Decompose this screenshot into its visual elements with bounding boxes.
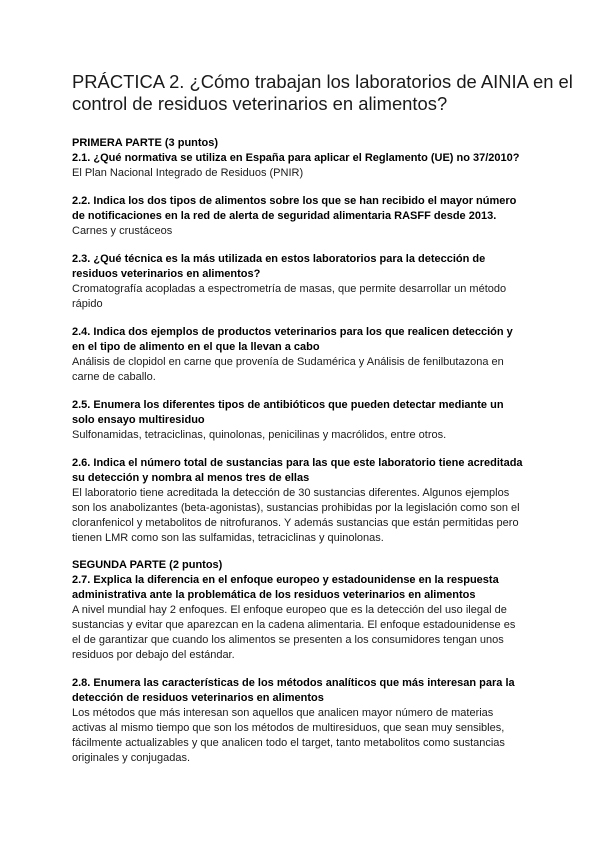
part1-heading: PRIMERA PARTE (3 puntos) (72, 137, 219, 149)
question-block-2-4 (72, 325, 542, 385)
question-2-4: 2.4. Indica dos ejemplos de productos veterinarios para los que realicen detección y (72, 326, 513, 338)
answer-2-4: Análisis de clopidol en carne que provenía de Sudamérica y Análisis de fenilbutazona en (72, 356, 504, 368)
question-2-2: 2.2. Indica los dos tipos de alimentos sobre los que se han recibido el mayor número (72, 195, 517, 207)
question-2-7: administrativa ante la problemática de los residuos veterinarios en alimentos (72, 589, 476, 601)
answer-2-3: Cromatografía acopladas a espectrometría de masas, que permite desarrollar un método (72, 283, 507, 295)
question-2-8: detección de residuos veterinarios en alimentos (72, 692, 324, 704)
question-2-5: 2.5. Enumera los diferentes tipos de antibióticos que pueden detectar mediante un (72, 399, 504, 411)
page-title (72, 71, 573, 115)
answer-2-8: originales y conjugadas. (72, 752, 191, 764)
question-block-2-3 (72, 252, 542, 312)
answer-2-6: tienen LMR como son las sulfamidas, tetraciclinas y quinolonas. (72, 532, 384, 544)
answer-2-8: activas al mismo tiempo que son los métodos de multiresiduos, que sean muy sensibles, (72, 722, 505, 734)
answer-2-6: son los anabolizantes (beta-agonistas), sustancias prohibidas por la legislación como son el (72, 502, 520, 514)
question-block-2-6 (72, 456, 542, 546)
question-2-6: su detección y nombra al menos tres de ellas (72, 472, 310, 484)
answer-2-7: residuos por debajo del estándar. (72, 649, 235, 661)
question-2-2: de notificaciones en la red de alerta de seguridad alimentaria RASFF desde 2013. (72, 210, 497, 222)
question-2-7: 2.7. Explica la diferencia en el enfoque europeo y estadounidense en la respuesta (72, 574, 499, 586)
question-2-1: 2.1. ¿Qué normativa se utiliza en España para aplicar el Reglamento (UE) no 37/2010? (72, 152, 520, 164)
question-2-8: 2.8. Enumera las características de los métodos analíticos que más interesan para la (72, 677, 515, 689)
part2-section (72, 558, 542, 663)
question-block-2-5 (72, 398, 542, 443)
answer-2-7: sustancias y evitar que aparezcan en la cadena alimentaria. El enfoque estadounidense es (72, 619, 516, 631)
question-block-2-2 (72, 194, 542, 239)
answer-2-3: rápido (72, 298, 103, 310)
answer-2-8: fácilmente actualizables y que analicen todo el target, tanto metabolitos como sustancias (72, 737, 505, 749)
question-2-4: en el tipo de alimento en el que la llevan a cabo (72, 341, 320, 353)
answer-2-5: Sulfonamidas, tetraciclinas, quinolonas, penicilinas y macrólidos, entre otros. (72, 429, 447, 441)
part2-heading: SEGUNDA PARTE (2 puntos) (72, 559, 223, 571)
question-block-2-8 (72, 676, 542, 766)
answer-2-7: el de garantizar que cuando los alimentos se presenten a los consumidores tengan unos (72, 634, 504, 646)
answer-2-4: carne de caballo. (72, 371, 156, 383)
answer-2-2: Carnes y crustáceos (72, 225, 173, 237)
part1-section (72, 136, 542, 181)
answer-2-7: A nivel mundial hay 2 enfoques. El enfoque europeo que es la detección del uso ilegal de (72, 604, 507, 616)
question-2-5: solo ensayo multiresiduo (72, 414, 205, 426)
answer-2-6: El laboratorio tiene acreditada la detección de 30 sustancias diferentes. Algunos ejemplos (72, 487, 510, 499)
question-2-6: 2.6. Indica el número total de sustancias para las que este laboratorio tiene acreditada (72, 457, 523, 469)
title-line: control de residuos veterinarios en alimentos? (72, 93, 448, 114)
question-2-3: 2.3. ¿Qué técnica es la más utilizada en estos laboratorios para la detección de (72, 253, 486, 265)
question-2-3: residuos veterinarios en alimentos? (72, 268, 261, 280)
title-line: PRÁCTICA 2. ¿Cómo trabajan los laboratorios de AINIA en el (72, 71, 573, 92)
answer-2-6: cloranfenicol y metabolitos de nitrofuranos. Y además sustancias que están permitidas pero (72, 517, 519, 529)
answer-2-8: Los métodos que más interesan son aquellos que analicen mayor número de materias (72, 707, 494, 719)
answer-2-1: El Plan Nacional Integrado de Residuos (PNIR) (72, 167, 304, 179)
